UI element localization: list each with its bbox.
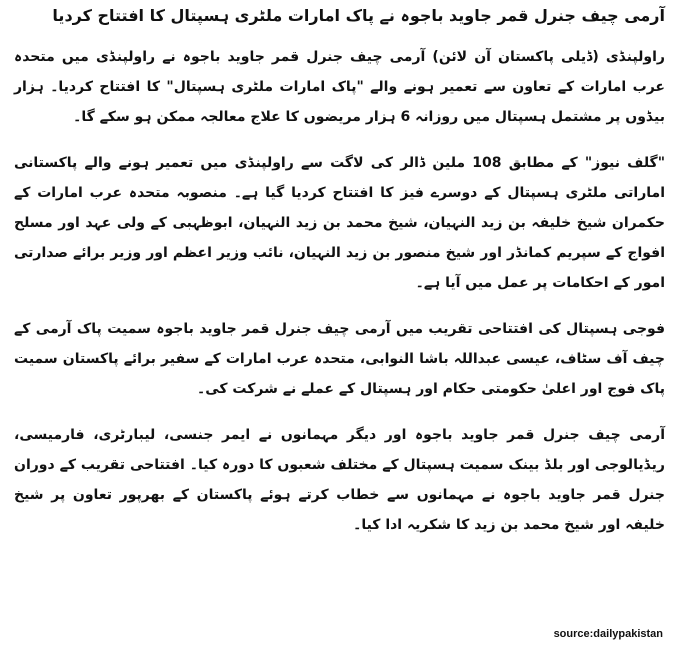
article-paragraph: راولپنڈی (ڈیلی پاکستان آن لائن) آرمی چیف جنرل قمر جاوید باجوہ نے راولپنڈی میں متحدہ عرب امارات کے تعاون سے تعمیر ہونے والے "پاک امارات ملٹری ہسپتال" کا افتتاح کردیا۔ ہزار بیڈوں پر مشتمل ہسپتال میں روزانہ 6 ہزار مریضوں کا علاج معالجہ ممکن ہو سکے گا۔ [14,49,665,125]
article-headline: آرمی چیف جنرل قمر جاوید باجوہ نے پاک امارات ملٹری ہسپتال کا افتتاح کردیا [52,6,665,25]
article-paragraph: "گلف نیوز" کے مطابق 108 ملین ڈالر کی لاگت سے راولپنڈی میں تعمیر ہونے والے پاکستانی اماراتی ملٹری ہسپتال کے دوسرے فیز کا افتتاح کردیا گیا ہے۔ منصوبہ متحدہ عرب امارات کے حکمران شیخ خلیفہ بن زید النہیان، شیخ محمد بن زید النہیان، ابوظہبی کے ولی عہد اور مسلح افواج کے سپریم کمانڈر اور شیخ منصور بن زید النہیان، نائب وزیر اعظم اور وزیر برائے صدارتی امور کے احکامات پر عمل میں آیا ہے۔ [14,155,665,291]
article-paragraph: آرمی چیف جنرل قمر جاوید باجوہ اور دیگر مہمانوں نے ایمر جنسی، لیبارٹری، فارمیسی، ریڈیالوجی اور بلڈ بینک سمیت ہسپتال کے مختلف شعبوں کا دورہ کیا۔ افتتاحی تقریب کے دوران جنرل قمر جاوید باجوہ نے مہمانوں سے خطاب کرتے ہوئے پاکستان کے بھرپور تعاون پر شیخ خلیفہ اور شیخ محمد بن زید کا شکریہ ادا کیا۔ [14,427,665,533]
article-paragraph: فوجی ہسپتال کی افتتاحی تقریب میں آرمی چیف جنرل قمر جاوید باجوہ سمیت پاک آرمی کے چیف آف سٹاف، عیسی عبداللہ باشا النوابی، متحدہ عرب امارات کے سفیر برائے پاکستان سمیت پاک فوج اور اعلیٰ حکومتی حکام اور ہسپتال کے عملے نے شرکت کی۔ [14,321,665,397]
source-credit: source:dailypakistan [553,628,663,640]
